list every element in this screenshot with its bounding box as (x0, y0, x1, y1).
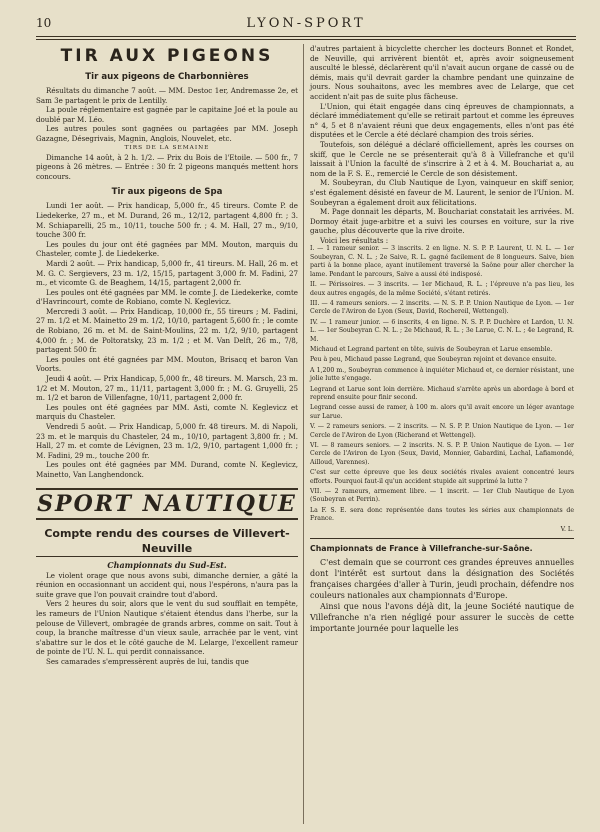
article-subtitle: Championnats du Sud-Est. (107, 559, 227, 570)
paragraph: Les poules ont été gagnées par MM. le comte J. de Liedekerke, comte d'Havrincourt, comte de Robiano, comte N. Keglevicz. (36, 287, 298, 307)
paragraph: Les poules ont été gagnées par MM. Mouton, Brisacq et baron Van Voorts. (36, 354, 298, 374)
section-rule (310, 538, 574, 539)
result-item: Michaud et Legrand partent en tête, suivis de Soubeyran et Larue ensemble. (310, 345, 553, 353)
paragraph: Voici les résultats : (320, 235, 389, 245)
result-item: La F. S. E. sera donc représentée dans toutes les séries aux championnats de France. (310, 506, 574, 523)
right-column (310, 44, 574, 634)
header-rule (36, 36, 576, 37)
subtitle-charbonnieres: Tir aux pigeons de Charbonnières (85, 72, 249, 82)
tirs-semaine-label: TIRS DE LA SEMAINE (124, 144, 210, 151)
result-item: Legrand cesse aussi de ramer, à 100 m. alors qu'il avait encore un léger avantage sur Larue. (310, 404, 574, 420)
result-item: VI. — 8 rameurs seniors. — 2 inscrits. N. S. P. P. Union Nautique de Lyon. — 1er Cercle de l'Aviron de Lyon (Seux, David, Monnier, Gabardini, Lachal, Lafiamondé, Ailloud, Varennes). (310, 442, 574, 466)
championnats-heading: Championnats de France à Villefranche-sur-Saône. (310, 544, 533, 554)
result-item: I. — 1 rameur senior. — 3 inscrits. 2 en ligne. N. S. P. P. Laurent, U. N. L. — 1er Soubeyran, C. N. L. ; 2e Saive, R. L. gagné facilement de 8 longueurs. Saive, bien parti à la bonne place, ayant inutilement traversé la Saône pour aller chercher la lame. Pendant le parcours, Saive a aussi été indisposé. (310, 245, 574, 278)
paragraph: Jeudi 4 août. — Prix Handicap, 5,000 fr., 48 tireurs. M. Marsch, 23 m. 1/2 et M. Mouton, 27 m., 11/11, partagent 3,000 fr. ; M. G. Gruyelli, 25 m. 1/2 et baron de Villenfagne, 10/11, partagent 2,000 fr. (36, 374, 298, 403)
paragraph: Les autres poules sont gagnées ou partagées par MM. Joseph Gazagne, Désegrivais, Magnin, Anglois, Nouvelet, etc. (36, 124, 298, 143)
signature: V. L. (560, 525, 574, 533)
result-item: Legrand et Larue sont loin derrière. Michaud s'arrête après un abordage à bord et reprend ensuite pour finir second. (310, 385, 574, 401)
paragraph: Vendredi 5 août. — Prix Handicap, 5,000 fr. 48 tireurs. M. di Napoli, 23 m. et le marquis du Chasteler, 24 m., 10/10, partagent 3,800 fr. ; M. Hall, 27 m. et comte de Lévignen, 23 m. 1/2, 9/10, partagent 1,000 fr. ; M. Fadini, 29 m., touche 200 fr. (36, 422, 298, 460)
paragraph: Mercredi 3 août. — Prix Handicap, 10,000 fr., 55 tireurs ; M. Fadini, 27 m. 1/2 et M. Mainetto 29 m. 1/2, 10/10, partagent 5,600 fr. ; le comte de Robiano, 26 m. et M. de Saint-Moulins, 22 m. 1/2, 9/10, partagent 4,000 fr. ; M. de Poltoratsky, 23 m. 1/2 ; et M. Van Delft, 26 m., 7/8, partagent 500 fr. (36, 306, 298, 355)
page-number: 10 (36, 16, 52, 30)
column-divider (303, 44, 304, 824)
paragraph: Mardi 2 août. — Prix handicap, 5,000 fr., 41 tireurs. M. Hall, 26 m. et M. G. C. Sergievers, 23 m. 1/2, 15/15, partagent 3,000 fr. M. Fadini, 27 m., et vicomte G. de Beaghem, 14/15, partagent 2,000 fr. (36, 258, 298, 288)
article-title-villevert: Compte rendu des courses de Villevert-Neuville (36, 526, 298, 557)
paragraph: M. Soubeyran, du Club Nautique de Lyon, vainqueur en skiff senior, s'est également désisté en faveur de M. Laurent, le senior de l'Union. M. Soubeyran a également droit aux félicitations. (310, 178, 574, 207)
paragraph: Ainsi que nous l'avons déjà dit, la jeune Société nautique de Villefranche n'a rien négligé pour assurer le succès de cette importante journée pour laquelle les (310, 602, 574, 634)
result-item: VII. — 2 rameurs, armement libre. — 1 inscrit. — 1er Club Nautique de Lyon (Soubeyran et Perrin). (310, 488, 574, 504)
result-item: C'est sur cette épreuve que les deux sociétés rivales avaient concentré leurs efforts. Pourquoi faut-il qu'un accident stupide ait supprimé la lutte ? (310, 469, 574, 485)
paragraph: M. Page donnait les départs, M. Bouchariat constatait les arrivées. M. Dormoy était juge-arbitre et a suivi les courses en voiture, sur la rive gauche, plus découverte que la rive droite. (310, 207, 574, 236)
paragraph: Les poules ont été gagnées par MM. Durand, comte N. Keglevicz, Mainetto, Van Langhendonck. (36, 460, 298, 479)
paragraph: Résultats du dimanche 7 août. — MM. Destoc 1er, Andremasse 2e, et Sam 3e partagent le prix de Lentilly. (36, 86, 298, 105)
paragraph: Vers 2 heures du soir, alors que le vent du sud soufflait en tempête, les rameurs de l'Union Nautique s'étaient étendus dans l'herbe, sur la pelouse de Villevert, ombragée de grands arbres, comme on sait. Tout à coup, la branche maîtresse d'un vieux saule, arrachée par le vent, vint s'abattre sur le dos et le côté gauche de M. Lelarge, l'excellent rameur de pointe de l'U. N. L. qui perdit connaissance. (36, 599, 298, 657)
paragraph: La poule réglementaire est gagnée par le capitaine Joé et la poule au doublé par M. Léo. (36, 105, 298, 124)
paragraph: d'autres partaient à bicyclette chercher les docteurs Bonnet et Rondet, de Neuville, qui arrivèrent bientôt et, après avoir soigneusement ausculté le blessé, déclarèrent qu'il n'avait aucun organe de cassé ou de démis, mais qu'il devrait garder la chambre pendant une quinzaine de jours. Nous souhaitons, avec les membres avec de Lelarge, que cet accident n'ait pas de suite plus fâcheuse. (310, 44, 574, 101)
paragraph: Les poules du jour ont été gagnées par MM. Mouton, marquis du Chasteler, comte J. de Liedekerke. (36, 239, 298, 259)
page-header (36, 14, 576, 34)
result-item: A 1,200 m., Soubeyran commence à inquiéter Michaud et, ce dernier résistant, une jolie lutte s'engage. (310, 366, 574, 383)
subtitle-spa: Tir aux pigeons de Spa (111, 187, 223, 198)
paragraph: Toutefois, son délégué a déclaré officiellement, après les courses on skiff, que le Cercle ne se présenterait qu'à 8 à Villefranche et qu'il laissait à l'Union la faculté de s'inscrire à 2 et à 4. M. Bouchariat a, au nom de la F. S. E., remercié le Cercle de son désistement. (310, 139, 574, 178)
left-column (36, 44, 298, 667)
paragraph: L'Union, qui était engagée dans cinq épreuves de championnats, a déclaré immédiatement qu'elle se retirait partout et comme les épreuves n° 4, 5 et 8 n'avaient réuni que deux engagements, elles n'ont pas été disputées et le Cercle a été déclaré champion des trois séries. (310, 101, 574, 140)
paragraph: Les poules ont été gagnées par MM. Asti, comte N. Keglevicz et marquis du Chasteler. (36, 402, 298, 422)
result-item: IV. — 1 rameur junior. — 6 inscrits, 4 en ligne. N. S. P. P. Duchère et Lardon, U. N. L. — 1er Soubeyran C. N. L. ; 2e Michaud, R. L. ; 3e Larue, C. N. L. ; 4e Legrand, R. M. (310, 318, 574, 343)
result-item: V. — 2 rameurs seniors. — 2 inscrits. — N. S. P. P. Union Nautique de Lyon. — 1er Cercle de l'Aviron de Lyon (Richerand et Wettengel). (310, 423, 574, 439)
paragraph: Le violent orage que nous avons subi, dimanche dernier, a gâté la réunion en occasionnant un accident qui, nous l'espérons, n'aura pas la suite grave que l'on pouvait craindre tout d'abord. (36, 570, 298, 599)
results-list (310, 245, 574, 534)
result-item: II. — Périssoires. — 3 inscrits. — 1er Michaud, R. L. ; l'épreuve n'a pas lieu, les deux autres engagés, de la même Société, s'étant retirés. (310, 281, 574, 297)
paragraph: Dimanche 14 août, à 2 h. 1/2. — Prix du Bois de l'Etoile. — 500 fr., 7 pigeons à 26 mètres. — Entrée : 30 fr. 2 pigeons manqués mettent hors concours. (36, 152, 298, 181)
paragraph: C'est demain que se courront ces grandes épreuves annuelles dont l'intérêt est surtout dans la désignation des Sociétés françaises chargées d'aller à Turin, jeudi prochain, défendre nos couleurs nationales aux championnats d'Europe. (310, 558, 574, 601)
masthead-title: LYON-SPORT (246, 16, 366, 31)
paragraph: Ses camarades s'empressèrent auprès de lui, tandis que (46, 656, 249, 666)
header-rule-2 (36, 39, 576, 40)
result-item: III. — 4 rameurs seniors. — 2 inscrits. — N. S. P. P. Union Nautique de Lyon. — 1er Cercle de l'Aviron de Lyon (Seux, David, Rochereil, Wettengel). (310, 299, 574, 316)
section-title-pigeons: TIR AUX PIGEONS (60, 46, 274, 66)
result-item: Peu à peu, Michaud passe Legrand, que Soubeyran rejoint et devance ensuite. (310, 356, 557, 364)
sport-nautique-banner: SPORT NAUTIQUE (36, 488, 298, 520)
paragraph: Lundi 1er août. — Prix handicap, 5,000 fr., 45 tireurs. Comte P. de Liedekerke, 27 m., et M. Durand, 26 m., 12/12, partagent 4,800 fr. ; 3. M. Schiaparelli, 25 m., 10/11, touche 500 fr. ; 4. M. Hall, 27 m., 9/10, touche 300 fr. (36, 201, 298, 240)
